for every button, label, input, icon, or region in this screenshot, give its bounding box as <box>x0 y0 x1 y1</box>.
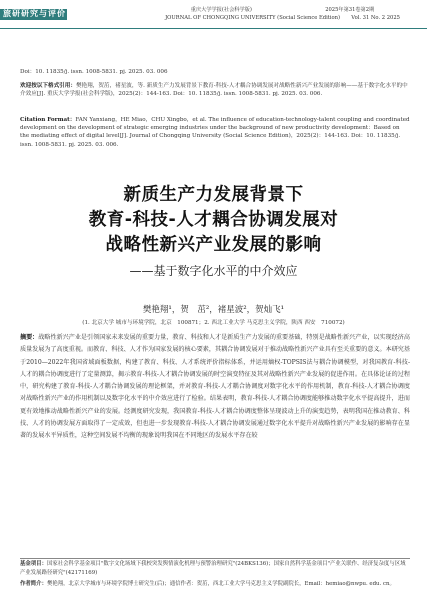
authors: 樊艳翔¹，贺 茁²，褚星波²，贺灿飞¹ <box>142 305 285 315</box>
footnote-divider <box>20 558 410 559</box>
author-text: 樊艳翔，北京大学城市与环境学院博士研究生(后)；通信作者：贺茁，西北工业大学马克思主义学院副院长，Email：hemiao@nwpu. edu. cn。 <box>46 581 395 587</box>
doi: Doi：10. 11835/j. issn. 1008-5831. pj. 2025. 03. 006 <box>20 69 168 75</box>
subtitle: ——基于数字化水平的中介效应 <box>129 264 298 278</box>
header-rule <box>0 28 427 29</box>
column-tag <box>0 9 67 20</box>
author-label: 作者简介： <box>20 581 47 587</box>
journal-header <box>150 6 415 22</box>
fund-text: 国家社会科学基金项目"数字文化场域下我校突发舆情演化机理与预警治理研究"(24BKS136)；国家自然科学基金项目"产业关联作、经济复杂度与区域产业发展路径研究"(42171169) <box>20 561 406 576</box>
title-line-2: 教育-科技-人才耦合协调发展对 <box>88 210 339 230</box>
volume-cn: 2025年第31卷第2期 <box>325 7 375 13</box>
abstract-text: 战略性新兴产业是引领国家未来发展的重要力量，教育、科技和人才是新质生产力发展的重要基础，特别是战略性新兴产业，以实现经济高质量发展为了高度重视。而教育、科技、人才作为国家发展的核心要素，其耦合协调发展对于推动战略性新兴产业具有至关重要的意义。本研究基于2010—2022年我国省域面板数据，构建了教育、科技、人才系统评价指标体系，并运用熵权-TOPSIS法与耦合协调模型，对我国教育-科技-人才的耦合协调度进行了定量测算，揭示教育-科技-人才耦合协调发展的时空演变特征及其对战略性新兴产业发展的促进作用。在具体论证的过程中，研究构建了教育-科技-人才耦合协调发展的理论框架，并对教育-科技-人才耦合协调度对数字化水平的作用机制，教育-科技-人才耦合协调度对战略性新兴产业的作用机制以及数字化水平的中介效应进行了检验。结果表明，教育-科技-人才耦合协调度能够推动数字化水平提高提升，进而更有效地推动战略性新兴产业的发展。经测度研究发现，我国教育-科技-人才耦合协调度整体呈现波动上升的演变趋势，表明我国在推动教育、科技、人才的协调发展方面取得了一定成效，但也进一步发现教育-科技-人才耦合协调发展通过数字化水平提升对战略性新兴产业发展的影响存在显著的发展水平异质性，这种空间发展不均衡的现象说明我国在不同地区的发展水平存在较 <box>20 334 410 440</box>
journal-name-en: JOURNAL OF CHONGQING UNIVERSITY (Social Science Edition) <box>165 15 340 21</box>
affiliation: (1. 北京大学 城市与环境学院，北京 100871；2. 西北工业大学 马克思主义学院，陕西 西安 710072) <box>82 320 345 326</box>
title-line-3: 战略性新兴产业发展的影响 <box>105 235 322 255</box>
journal-header-cn-row <box>150 6 415 14</box>
column-tag-text: 旅研研究与评价 <box>3 9 66 18</box>
fund-label: 基金项目： <box>20 561 47 567</box>
volume-en: Vol. 31 No. 2 2025 <box>351 15 400 21</box>
citation-cn <box>20 82 410 98</box>
abstract <box>20 332 410 443</box>
title-line-1: 新质生产力发展背景下 <box>123 185 304 205</box>
fund-footnote <box>20 560 410 577</box>
citation-cn-text: 樊艳翔，贺茁，褚星波，等. 新质生产力发展背景下教育-科技-人才耦合协调发展对战略性新兴产业发展的影响——基于数字化水平的中介效应[J]. 重庆大学学报(社会科学版)，2025(2)：144-163. Doi：10. 11835/j. issn. 1008-5831. pj. 2025. 03. 006. <box>20 83 408 98</box>
abstract-label: 摘要： <box>20 334 39 341</box>
citation-en-label: Citation Format： <box>20 117 76 123</box>
citation-en-text: FAN Yanxiang，HE Miao，CHU Xingbo，et al. The influence of education-technology-talent coupling and coordinated development on the development of strategic emerging industries under the background of new productivity development：Based on the mediating effect of digital level[J]. Journal of Chongqing University (Social Science Edition)，2025(2)：144-163. Doi：10. 11835/j. issn. 1008-5831. pj. 2025. 03. 006. <box>20 117 410 148</box>
citation-en <box>20 116 410 149</box>
author-footnote <box>20 580 410 589</box>
journal-name-cn: 重庆大学学报(社会科学版) <box>190 7 252 13</box>
citation-cn-label: 欢迎按以下格式引用： <box>20 83 76 89</box>
journal-header-en-row <box>150 14 415 22</box>
